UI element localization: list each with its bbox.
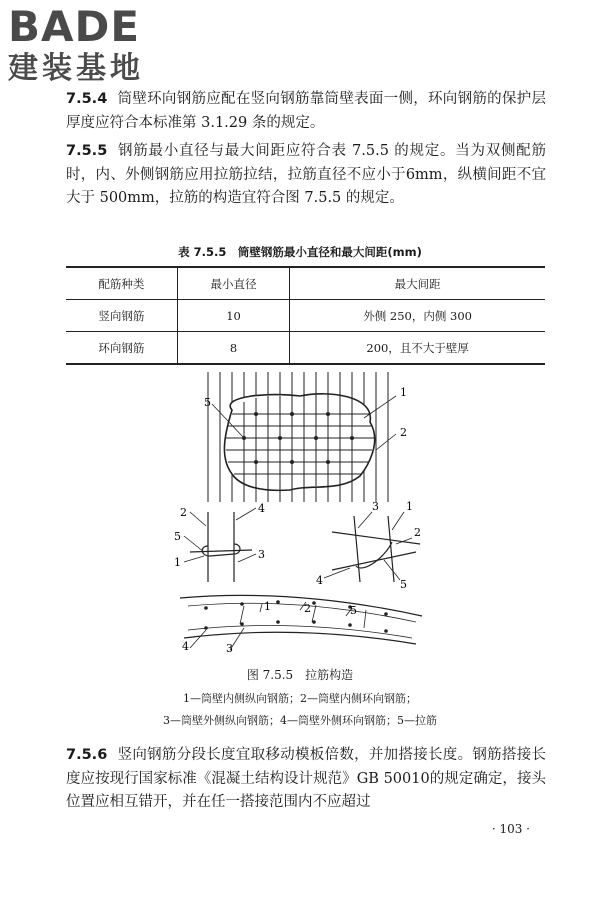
clause-text: 竖向钢筋分段长度宜取移动模板倍数，并加搭接长度。钢筋搭接长度应按现行国家标准《混凝土结构设计规范》GB 50010的规定确定，接头位置应相互错开，并在任一搭接范围内不应超过 xyxy=(66,747,546,810)
table-row xyxy=(66,332,545,365)
figure-label: 2 xyxy=(414,526,421,539)
publisher-logo xyxy=(8,4,144,86)
figure-label: 5 xyxy=(204,396,211,409)
figure-label: 5 xyxy=(174,530,181,543)
clause-number: 7.5.5 xyxy=(66,143,108,159)
figure-legend-line-2: 3—筒壁外侧纵向钢筋；4—筒壁外侧环向钢筋；5—拉筋 xyxy=(163,714,437,727)
logo-text-cn: 建装基地 xyxy=(8,51,144,86)
table-header-row xyxy=(66,267,545,300)
figure-label: 4 xyxy=(258,502,265,515)
clause-text: 钢筋最小直径与最大间距应符合表 7.5.5 的规定。当为双侧配筋时，内、外侧钢筋应用拉筋拉结，拉筋直径不应小于6mm，纵横间距不宜大于 500mm，拉筋的构造宜符合图 7.5.5 的规定。 xyxy=(66,143,546,206)
table-cell: 环向钢筋 xyxy=(66,332,177,365)
figure-label: 1 xyxy=(406,500,413,513)
figure-label: 4 xyxy=(316,574,323,587)
clause-number: 7.5.6 xyxy=(66,747,108,763)
figure-label: 3 xyxy=(226,642,233,655)
figure-caption: 图 7.5.5 拉筋构造 xyxy=(246,668,354,682)
table-cell: 竖向钢筋 xyxy=(66,300,177,332)
plan-view xyxy=(180,595,422,650)
column-header: 最大间距 xyxy=(290,267,545,300)
table-caption: 表 7.5.5 筒壁钢筋最小直径和最大间距(mm) xyxy=(178,245,422,259)
figure-label: 5 xyxy=(400,578,407,591)
table-cell: 10 xyxy=(177,300,289,332)
table-cell: 8 xyxy=(177,332,289,365)
clause-7-5-6 xyxy=(66,744,546,815)
figure-label: 2 xyxy=(180,506,187,519)
figure-label: 3 xyxy=(372,500,379,513)
tie-bar-figure xyxy=(160,366,430,656)
figure-label: 5 xyxy=(350,604,357,617)
clause-7-5-5 xyxy=(66,140,546,211)
rebar-spec-table xyxy=(66,266,545,365)
table-row xyxy=(66,300,545,332)
figure-label: 2 xyxy=(400,426,407,439)
page-number: · 103 · xyxy=(491,822,530,836)
clause-text: 筒壁环向钢筋应配在竖向钢筋靠筒壁表面一侧，环向钢筋的保护层厚度应符合本标准第 3.1.29 条的规定。 xyxy=(66,91,546,131)
detail-right xyxy=(324,512,420,582)
clause-number: 7.5.4 xyxy=(66,91,108,107)
figure-label: 1 xyxy=(174,556,181,569)
figure-label: 4 xyxy=(182,640,189,653)
column-header: 最小直径 xyxy=(177,267,289,300)
elevation-view xyxy=(208,372,396,502)
figure-label: 1 xyxy=(400,386,407,399)
figure-label: 3 xyxy=(258,548,265,561)
table-cell: 外侧 250，内侧 300 xyxy=(290,300,545,332)
clause-7-5-4 xyxy=(66,88,546,135)
logo-text-en: BADE xyxy=(8,2,141,51)
figure-label: 1 xyxy=(264,600,271,613)
detail-left xyxy=(184,508,256,582)
figure-legend-line-1: 1—筒壁内侧纵向钢筋；2—筒壁内侧环向钢筋； xyxy=(183,692,417,705)
column-header: 配筋种类 xyxy=(66,267,177,300)
figure-label: 2 xyxy=(304,602,311,615)
table-cell: 200，且不大于壁厚 xyxy=(290,332,545,365)
